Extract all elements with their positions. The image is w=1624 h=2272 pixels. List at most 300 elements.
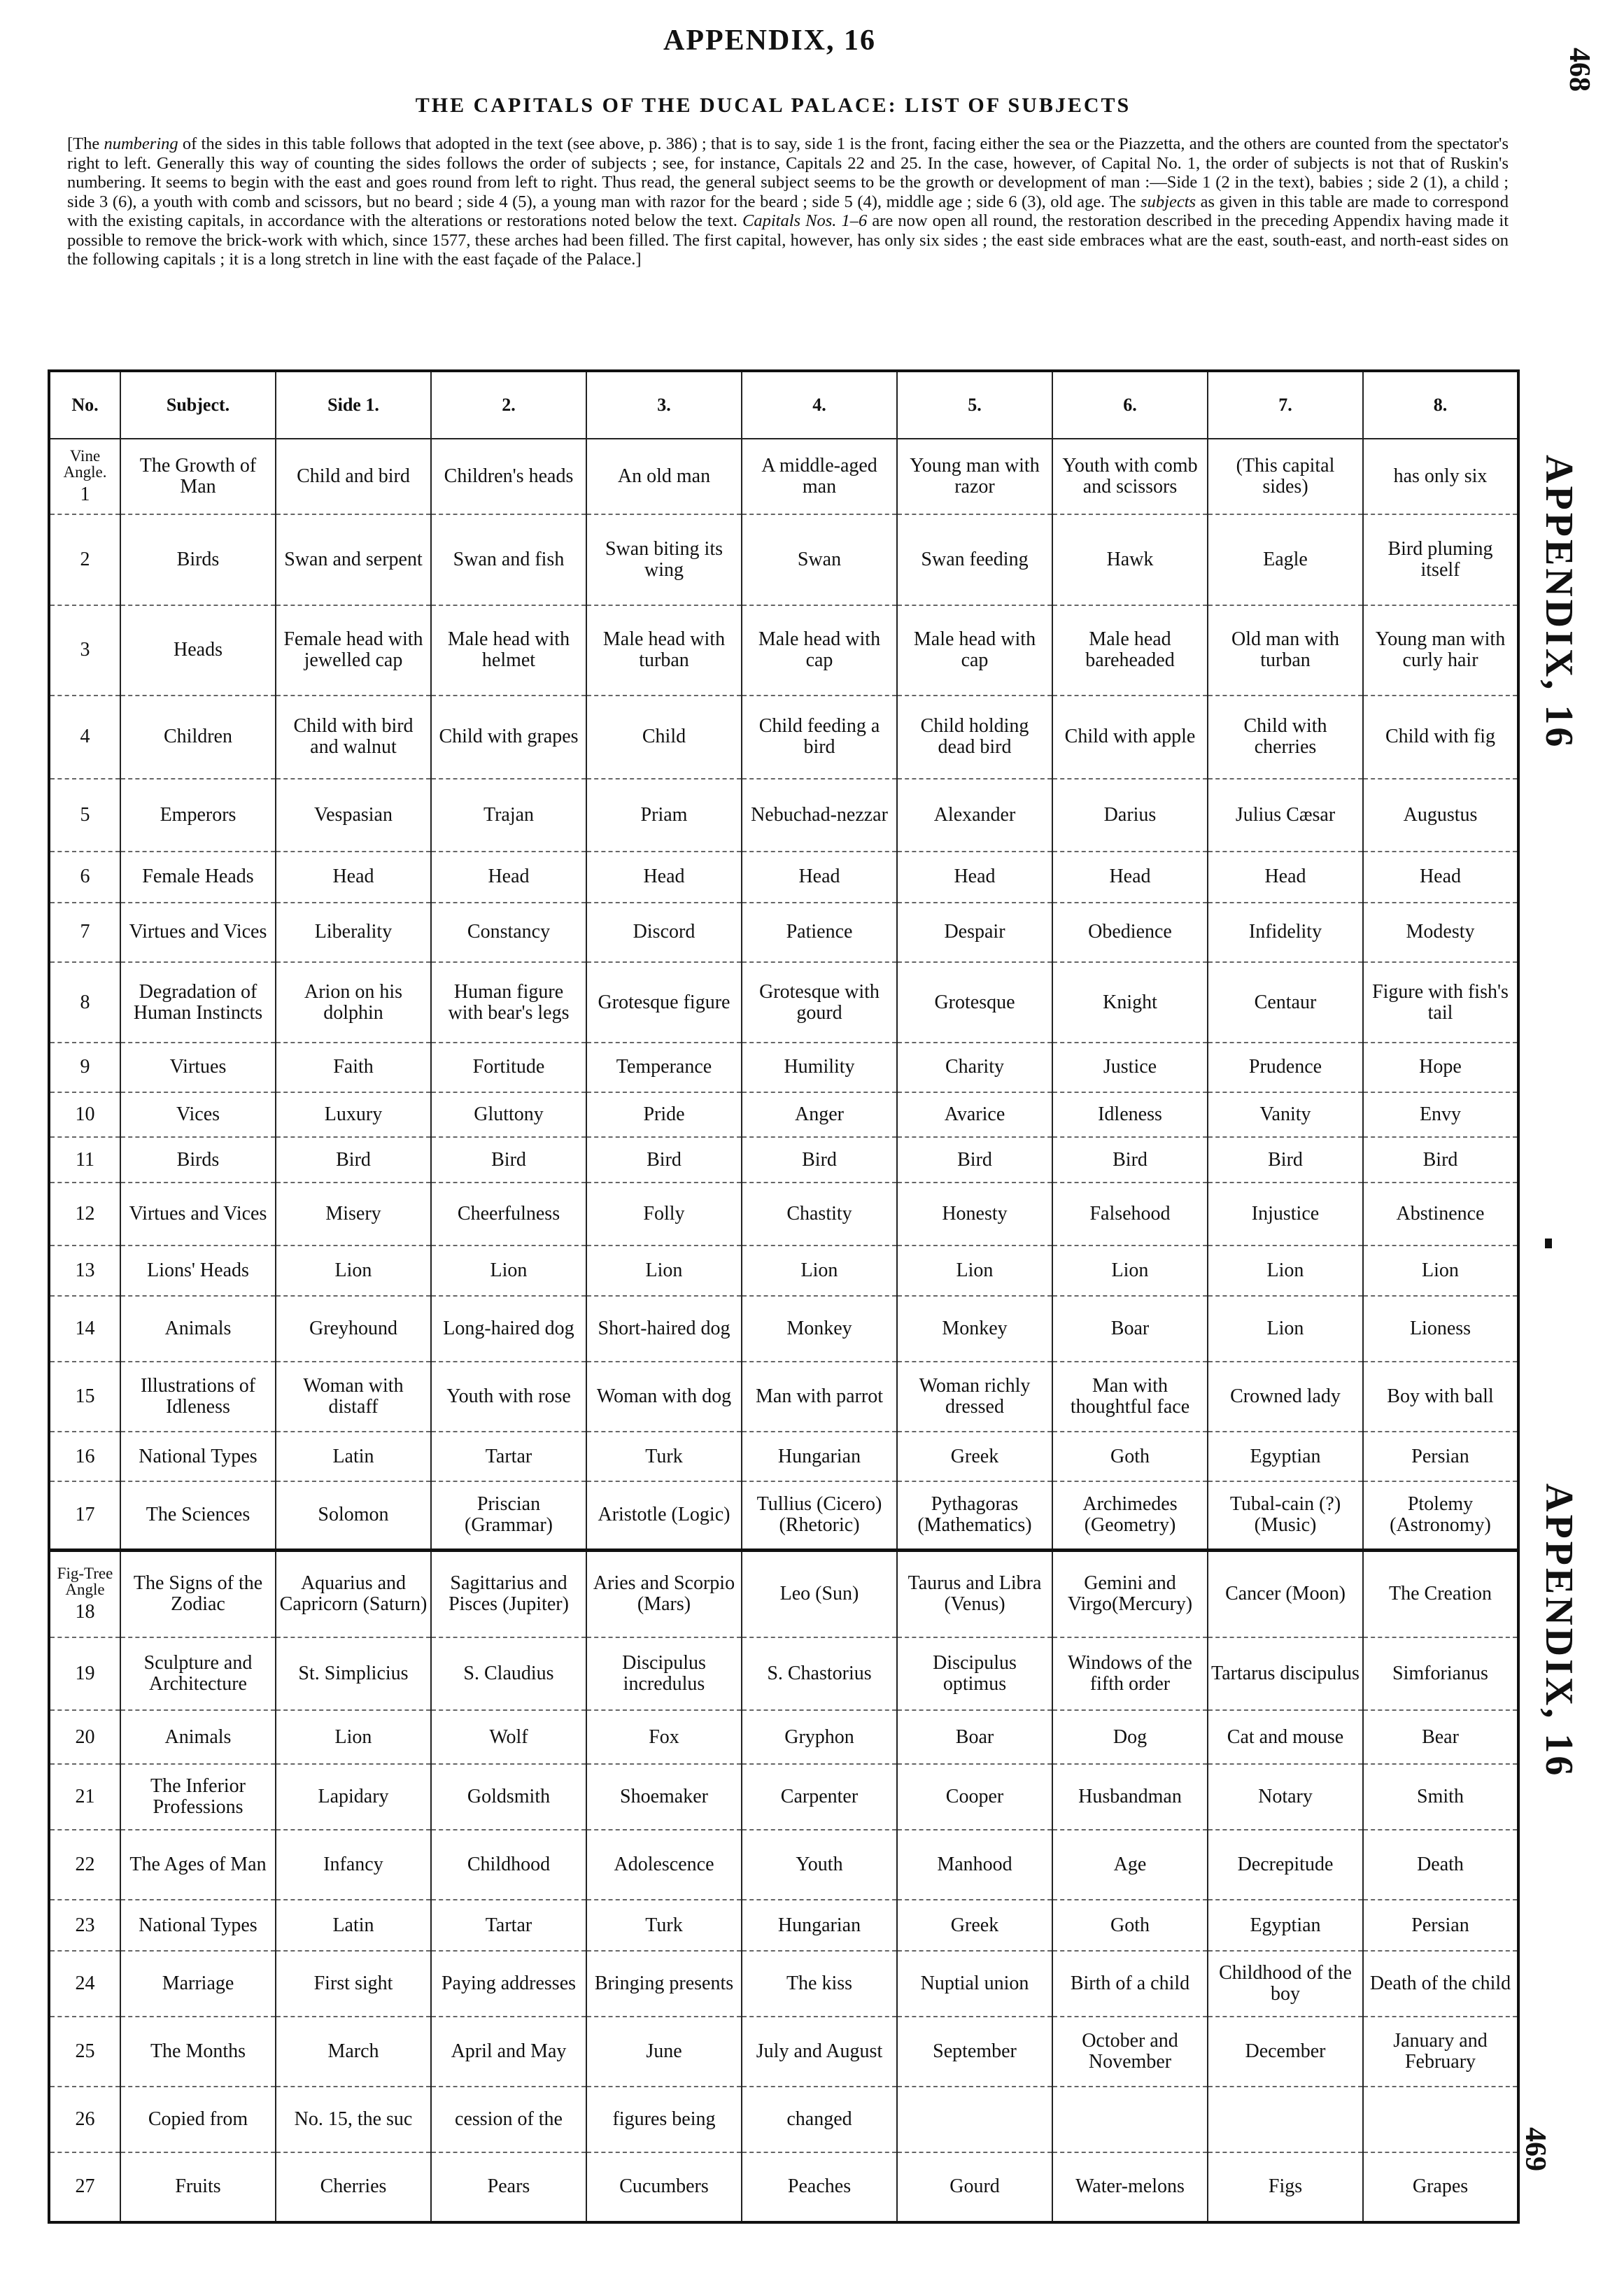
side-cell: Greek [897, 1432, 1052, 1481]
column-header: No. [49, 371, 120, 439]
side-cell: Pythagoras (Mathematics) [897, 1481, 1052, 1550]
side-cell: Constancy [431, 903, 586, 962]
table-row [49, 1550, 1518, 1637]
side-cell: Adolescence [586, 1830, 742, 1900]
subject-cell: Heads [120, 605, 276, 696]
side-cell: Male head with helmet [431, 605, 586, 696]
side-cell [1052, 2087, 1208, 2152]
capital-number: 21 [49, 1764, 120, 1830]
capital-number: 4 [49, 696, 120, 779]
side-cell: Lion [431, 1246, 586, 1297]
table-row [49, 1362, 1518, 1432]
side-cell: April and May [431, 2017, 586, 2087]
side-cell: March [276, 2017, 431, 2087]
side-cell: Gluttony [431, 1092, 586, 1138]
side-cell: The Creation [1363, 1550, 1518, 1637]
side-cell: Boar [1052, 1296, 1208, 1362]
side-cell: Solomon [276, 1481, 431, 1550]
side-cell: figures being [586, 2087, 742, 2152]
angle-label: Fig-Tree Angle [57, 1565, 113, 1599]
subject-cell: Fruits [120, 2152, 276, 2222]
margin-mark [1545, 1239, 1552, 1248]
side-cell: Leo (Sun) [742, 1550, 897, 1637]
side-cell: Hungarian [742, 1900, 897, 1951]
side-cell: Misery [276, 1183, 431, 1246]
side-cell: Tubal-cain (?) (Music) [1208, 1481, 1363, 1550]
side-cell: Egyptian [1208, 1432, 1363, 1481]
side-cell: Head [1363, 852, 1518, 903]
table-header-row [49, 371, 1518, 439]
capital-number: 22 [49, 1830, 120, 1900]
subject-cell: Sculpture and Architecture [120, 1637, 276, 1710]
side-cell: Bird [276, 1137, 431, 1183]
side-cell: Lion [276, 1246, 431, 1297]
side-cell: Persian [1363, 1432, 1518, 1481]
table-row [49, 696, 1518, 779]
side-cell: Obedience [1052, 903, 1208, 962]
side-cell: Man with thoughtful face [1052, 1362, 1208, 1432]
side-cell: The kiss [742, 1951, 897, 2017]
side-cell: Cheerfulness [431, 1183, 586, 1246]
side-cell: Bird [431, 1137, 586, 1183]
side-cell: Goth [1052, 1432, 1208, 1481]
side-cell: Infancy [276, 1830, 431, 1900]
subject-cell: Animals [120, 1296, 276, 1362]
side-cell: Tartar [431, 1900, 586, 1951]
table-row [49, 1183, 1518, 1246]
subject-cell: The Signs of the Zodiac [120, 1550, 276, 1637]
side-cell: Modesty [1363, 903, 1518, 962]
table-row [49, 2152, 1518, 2222]
capital-number: 6 [49, 852, 120, 903]
side-cell: Eagle [1208, 514, 1363, 605]
subject-cell: The Sciences [120, 1481, 276, 1550]
side-cell: Bird [1208, 1137, 1363, 1183]
capital-number: 5 [49, 779, 120, 852]
side-cell: Swan feeding [897, 514, 1052, 605]
side-cell: Cooper [897, 1764, 1052, 1830]
side-cell: Young man with razor [897, 439, 1052, 514]
side-cell: Woman with dog [586, 1362, 742, 1432]
side-cell: Luxury [276, 1092, 431, 1138]
side-cell: Egyptian [1208, 1900, 1363, 1951]
capital-number: 27 [49, 2152, 120, 2222]
side-cell: Swan [742, 514, 897, 605]
subject-cell: Lions' Heads [120, 1246, 276, 1297]
side-cell: Grotesque with gourd [742, 962, 897, 1043]
side-cell: January and February [1363, 2017, 1518, 2087]
capital-number: 26 [49, 2087, 120, 2152]
column-header: 5. [897, 371, 1052, 439]
side-cell: Avarice [897, 1092, 1052, 1138]
side-cell: Priam [586, 779, 742, 852]
side-cell: Childhood [431, 1830, 586, 1900]
side-cell: Boy with ball [1363, 1362, 1518, 1432]
column-header: 6. [1052, 371, 1208, 439]
side-cell: Bird pluming itself [1363, 514, 1518, 605]
side-cell: Julius Cæsar [1208, 779, 1363, 852]
side-cell: Latin [276, 1432, 431, 1481]
side-cell: Nuptial union [897, 1951, 1052, 2017]
column-header: 2. [431, 371, 586, 439]
subject-cell: Virtues [120, 1043, 276, 1092]
side-cell: Pears [431, 2152, 586, 2222]
side-cell: Persian [1363, 1900, 1518, 1951]
side-cell: Bird [897, 1137, 1052, 1183]
capital-number: 14 [49, 1296, 120, 1362]
side-cell: Turk [586, 1432, 742, 1481]
subject-cell: Female Heads [120, 852, 276, 903]
capital-number [49, 439, 120, 514]
column-header: 8. [1363, 371, 1518, 439]
side-cell: Age [1052, 1830, 1208, 1900]
side-cell: Goldsmith [431, 1764, 586, 1830]
side-cell: Augustus [1363, 779, 1518, 852]
side-cell: Notary [1208, 1764, 1363, 1830]
column-header: 4. [742, 371, 897, 439]
side-cell: Latin [276, 1900, 431, 1951]
side-cell: Windows of the fifth order [1052, 1637, 1208, 1710]
side-cell: Lion [1208, 1296, 1363, 1362]
side-cell: Lion [1363, 1246, 1518, 1297]
side-cell: Death [1363, 1830, 1518, 1900]
side-cell: Smith [1363, 1764, 1518, 1830]
column-header: 3. [586, 371, 742, 439]
side-cell: Lion [897, 1246, 1052, 1297]
side-cell: Temperance [586, 1043, 742, 1092]
side-cell: Tartar [431, 1432, 586, 1481]
side-cell: Male head with cap [897, 605, 1052, 696]
side-cell: Folly [586, 1183, 742, 1246]
side-cell: Liberality [276, 903, 431, 962]
side-cell: Man with parrot [742, 1362, 897, 1432]
page-number-top: 468 [1563, 48, 1595, 92]
side-cell: S. Chastorius [742, 1637, 897, 1710]
side-cell: Gourd [897, 2152, 1052, 2222]
side-cell: December [1208, 2017, 1363, 2087]
side-cell: Vespasian [276, 779, 431, 852]
side-cell: Cancer (Moon) [1208, 1550, 1363, 1637]
side-cell: S. Claudius [431, 1637, 586, 1710]
side-cell: Darius [1052, 779, 1208, 852]
side-cell: Tartarus discipulus [1208, 1637, 1363, 1710]
side-cell: Bird [586, 1137, 742, 1183]
side-cell: July and August [742, 2017, 897, 2087]
side-cell: September [897, 2017, 1052, 2087]
side-cell: Justice [1052, 1043, 1208, 1092]
side-cell: Birth of a child [1052, 1951, 1208, 2017]
capital-number: 13 [49, 1246, 120, 1297]
side-cell: Bird [1363, 1137, 1518, 1183]
side-cell: Head [276, 852, 431, 903]
side-cell: Chastity [742, 1183, 897, 1246]
side-cell: Woman with distaff [276, 1362, 431, 1432]
subject-cell: National Types [120, 1900, 276, 1951]
side-cell: October and November [1052, 2017, 1208, 2087]
side-cell: Head [897, 852, 1052, 903]
page-header: APPENDIX, 16 [663, 24, 876, 57]
subject-cell: National Types [120, 1432, 276, 1481]
side-cell: Manhood [897, 1830, 1052, 1900]
side-cell: Archimedes (Geometry) [1052, 1481, 1208, 1550]
side-cell: Lion [742, 1246, 897, 1297]
side-cell: Prudence [1208, 1043, 1363, 1092]
side-cell: Dog [1052, 1710, 1208, 1764]
side-cell: Alexander [897, 779, 1052, 852]
table-row [49, 903, 1518, 962]
capitals-table [48, 369, 1520, 2224]
side-running-head-upper: APPENDIX, 16 [1537, 455, 1581, 750]
side-cell: Boar [897, 1710, 1052, 1764]
side-cell: Fox [586, 1710, 742, 1764]
side-cell: Discipulus incredulus [586, 1637, 742, 1710]
subject-cell: Children [120, 696, 276, 779]
side-cell [897, 2087, 1052, 2152]
table-row [49, 514, 1518, 605]
capital-number: 25 [49, 2017, 120, 2087]
side-cell: Patience [742, 903, 897, 962]
capital-number: 3 [49, 605, 120, 696]
table-row [49, 1296, 1518, 1362]
side-cell: Simforianus [1363, 1637, 1518, 1710]
side-cell: Tullius (Cicero) (Rhetoric) [742, 1481, 897, 1550]
side-cell: Lion [586, 1246, 742, 1297]
table-row [49, 852, 1518, 903]
subject-cell: Virtues and Vices [120, 903, 276, 962]
table-row [49, 1043, 1518, 1092]
capital-number: 15 [49, 1362, 120, 1432]
side-cell: Childhood of the boy [1208, 1951, 1363, 2017]
subject-cell: The Months [120, 2017, 276, 2087]
side-cell: Female head with jewelled cap [276, 605, 431, 696]
side-cell: Swan and serpent [276, 514, 431, 605]
side-cell: Gryphon [742, 1710, 897, 1764]
side-cell: Children's heads [431, 439, 586, 514]
side-cell: Lioness [1363, 1296, 1518, 1362]
capital-number: 2 [49, 514, 120, 605]
side-cell: Idleness [1052, 1092, 1208, 1138]
subject-cell: Birds [120, 514, 276, 605]
side-cell: Child with apple [1052, 696, 1208, 779]
side-cell: Swan and fish [431, 514, 586, 605]
side-cell: First sight [276, 1951, 431, 2017]
capital-number: 16 [49, 1432, 120, 1481]
side-cell: Child [586, 696, 742, 779]
side-cell: Anger [742, 1092, 897, 1138]
side-cell: Arion on his dolphin [276, 962, 431, 1043]
subject-cell: The Inferior Professions [120, 1764, 276, 1830]
side-cell: Woman richly dressed [897, 1362, 1052, 1432]
side-cell: changed [742, 2087, 897, 2152]
side-cell: Youth [742, 1830, 897, 1900]
side-cell: Cucumbers [586, 2152, 742, 2222]
side-cell: Child holding dead bird [897, 696, 1052, 779]
side-cell: Youth with comb and scissors [1052, 439, 1208, 514]
side-cell: Humility [742, 1043, 897, 1092]
table-row [49, 2017, 1518, 2087]
side-cell [1363, 2087, 1518, 2152]
side-cell: Greyhound [276, 1296, 431, 1362]
side-cell: Figs [1208, 2152, 1363, 2222]
side-cell: Male head bareheaded [1052, 605, 1208, 696]
side-cell: Youth with rose [431, 1362, 586, 1432]
side-cell: Water-melons [1052, 2152, 1208, 2222]
side-cell: Male head with cap [742, 605, 897, 696]
side-cell: Injustice [1208, 1183, 1363, 1246]
side-cell: Head [431, 852, 586, 903]
column-header: Subject. [120, 371, 276, 439]
side-cell: Grapes [1363, 2152, 1518, 2222]
table-row [49, 605, 1518, 696]
side-cell: Aries and Scorpio (Mars) [586, 1550, 742, 1637]
capital-number: 17 [49, 1481, 120, 1550]
capital-number: 20 [49, 1710, 120, 1764]
subject-cell: Degradation of Human Instincts [120, 962, 276, 1043]
side-cell: Faith [276, 1043, 431, 1092]
subject-cell: Virtues and Vices [120, 1183, 276, 1246]
side-cell: Young man with curly hair [1363, 605, 1518, 696]
side-cell: Paying addresses [431, 1951, 586, 2017]
side-cell: Priscian (Grammar) [431, 1481, 586, 1550]
side-cell: Grotesque [897, 962, 1052, 1043]
side-cell: Honesty [897, 1183, 1052, 1246]
table-row [49, 1092, 1518, 1138]
side-cell: Fortitude [431, 1043, 586, 1092]
capital-number: 24 [49, 1951, 120, 2017]
side-cell: Child with grapes [431, 696, 586, 779]
capital-number-value: 1 [80, 484, 90, 506]
side-cell: has only six [1363, 439, 1518, 514]
capital-number: 10 [49, 1092, 120, 1138]
side-cell: Head [1208, 852, 1363, 903]
table-row [49, 1900, 1518, 1951]
side-cell: Monkey [742, 1296, 897, 1362]
side-cell: Old man with turban [1208, 605, 1363, 696]
capital-number: 12 [49, 1183, 120, 1246]
side-cell: Pride [586, 1092, 742, 1138]
side-cell: Trajan [431, 779, 586, 852]
side-cell: Envy [1363, 1092, 1518, 1138]
subject-cell: Emperors [120, 779, 276, 852]
capital-number-value: 18 [75, 1601, 95, 1623]
side-cell: Despair [897, 903, 1052, 962]
table-row [49, 1710, 1518, 1764]
side-cell: Lion [276, 1710, 431, 1764]
side-cell: Centaur [1208, 962, 1363, 1043]
side-cell: A middle-aged man [742, 439, 897, 514]
side-cell: Decrepitude [1208, 1830, 1363, 1900]
side-cell: Bear [1363, 1710, 1518, 1764]
side-cell: Bird [742, 1137, 897, 1183]
side-cell: Human figure with bear's legs [431, 962, 586, 1043]
table-row [49, 962, 1518, 1043]
table-row [49, 1246, 1518, 1297]
side-cell: Child and bird [276, 439, 431, 514]
table-row [49, 439, 1518, 514]
table-row [49, 1637, 1518, 1710]
side-running-head-lower: APPENDIX, 16 [1537, 1483, 1581, 1779]
capital-number: 23 [49, 1900, 120, 1951]
side-cell: Child with bird and walnut [276, 696, 431, 779]
side-cell: Knight [1052, 962, 1208, 1043]
side-cell: Wolf [431, 1710, 586, 1764]
table-row [49, 1951, 1518, 2017]
side-cell: June [586, 2017, 742, 2087]
side-cell: Figure with fish's tail [1363, 962, 1518, 1043]
side-cell: Child feeding a bird [742, 696, 897, 779]
side-cell: Goth [1052, 1900, 1208, 1951]
side-cell: Short-haired dog [586, 1296, 742, 1362]
side-cell: Child with fig [1363, 696, 1518, 779]
side-cell: Lapidary [276, 1764, 431, 1830]
capital-number: 11 [49, 1137, 120, 1183]
side-cell: Bird [1052, 1137, 1208, 1183]
side-cell: Head [742, 852, 897, 903]
table-row [49, 1830, 1518, 1900]
column-header: Side 1. [276, 371, 431, 439]
side-cell: Sagittarius and Pisces (Jupiter) [431, 1550, 586, 1637]
table-body [49, 439, 1518, 2222]
table-row [49, 2087, 1518, 2152]
side-cell: Swan biting its wing [586, 514, 742, 605]
side-cell: Head [1052, 852, 1208, 903]
side-cell: An old man [586, 439, 742, 514]
capital-number: 19 [49, 1637, 120, 1710]
table-row [49, 1481, 1518, 1550]
side-cell: Ptolemy (Astronomy) [1363, 1481, 1518, 1550]
table-row [49, 1137, 1518, 1183]
subject-cell: Vices [120, 1092, 276, 1138]
side-cell: Shoemaker [586, 1764, 742, 1830]
side-cell: Lion [1208, 1246, 1363, 1297]
side-cell: Greek [897, 1900, 1052, 1951]
side-cell [1208, 2087, 1363, 2152]
side-cell: Grotesque figure [586, 962, 742, 1043]
side-cell: Charity [897, 1043, 1052, 1092]
side-cell: Hope [1363, 1043, 1518, 1092]
side-cell: Taurus and Libra (Venus) [897, 1550, 1052, 1637]
side-cell: Male head with turban [586, 605, 742, 696]
side-cell: St. Simplicius [276, 1637, 431, 1710]
side-cell: Hungarian [742, 1432, 897, 1481]
side-cell: cession of the [431, 2087, 586, 2152]
side-cell: Peaches [742, 2152, 897, 2222]
side-cell: Long-haired dog [431, 1296, 586, 1362]
intro-paragraph: [The numbering of the sides in this table follows that adopted in the text (see above, p. 386) ; that is to say, side 1 is the front, facing either the sea or the Piazzetta, and the others are counted from the spectator's right to left. Generally this way of counting the sides follows the order of subjects ; see, for instance, Capitals 22 and 25. In the case, however, of Capital No. 1, the order of subjects is not that of Ruskin's numbering. It seems to begin with the east and goes round from left to right. Thus read, the general subject seems to be the growth or development of man :—Side 1 (2 in the text), babies ; side 2 (1), a child ; side 3 (6), a youth with comb and scissors, but no beard ; side 4 (5), a young man with razor for the beard ; side 5 (4), middle age ; side 6 (3), old age. The subjects as given in this table are made to correspond with the existing capitals, in accordance with the alterations or restorations noted below the text. Capitals Nos. 1–6 are now open all round, the restoration described in the preceding Appendix having made it possible to remove the brick-work with which, since 1577, these arches had been filled. The first capital, however, has only six sides ; the east side embraces what are the east, south-east, and north-east sides on the following capitals ; it is a long stretch in line with the east façade of the Palace.] [67, 134, 1509, 269]
side-cell: Child with cherries [1208, 696, 1363, 779]
subject-cell: The Ages of Man [120, 1830, 276, 1900]
capital-number: 9 [49, 1043, 120, 1092]
side-cell: Cat and mouse [1208, 1710, 1363, 1764]
side-cell: Crowned lady [1208, 1362, 1363, 1432]
subject-cell: Copied from [120, 2087, 276, 2152]
capital-number: 8 [49, 962, 120, 1043]
page-number-bottom: 469 [1519, 2127, 1551, 2171]
table-row [49, 1764, 1518, 1830]
subject-cell: Illustrations of Idleness [120, 1362, 276, 1432]
side-cell: Carpenter [742, 1764, 897, 1830]
column-header: 7. [1208, 371, 1363, 439]
side-cell: Lion [1052, 1246, 1208, 1297]
side-cell: Nebuchad-nezzar [742, 779, 897, 852]
subject-cell: Animals [120, 1710, 276, 1764]
side-cell: Infidelity [1208, 903, 1363, 962]
capital-number: 7 [49, 903, 120, 962]
side-cell: Falsehood [1052, 1183, 1208, 1246]
side-cell: Gemini and Virgo(Mercury) [1052, 1550, 1208, 1637]
angle-label: Vine Angle. [63, 447, 107, 481]
side-cell: Abstinence [1363, 1183, 1518, 1246]
